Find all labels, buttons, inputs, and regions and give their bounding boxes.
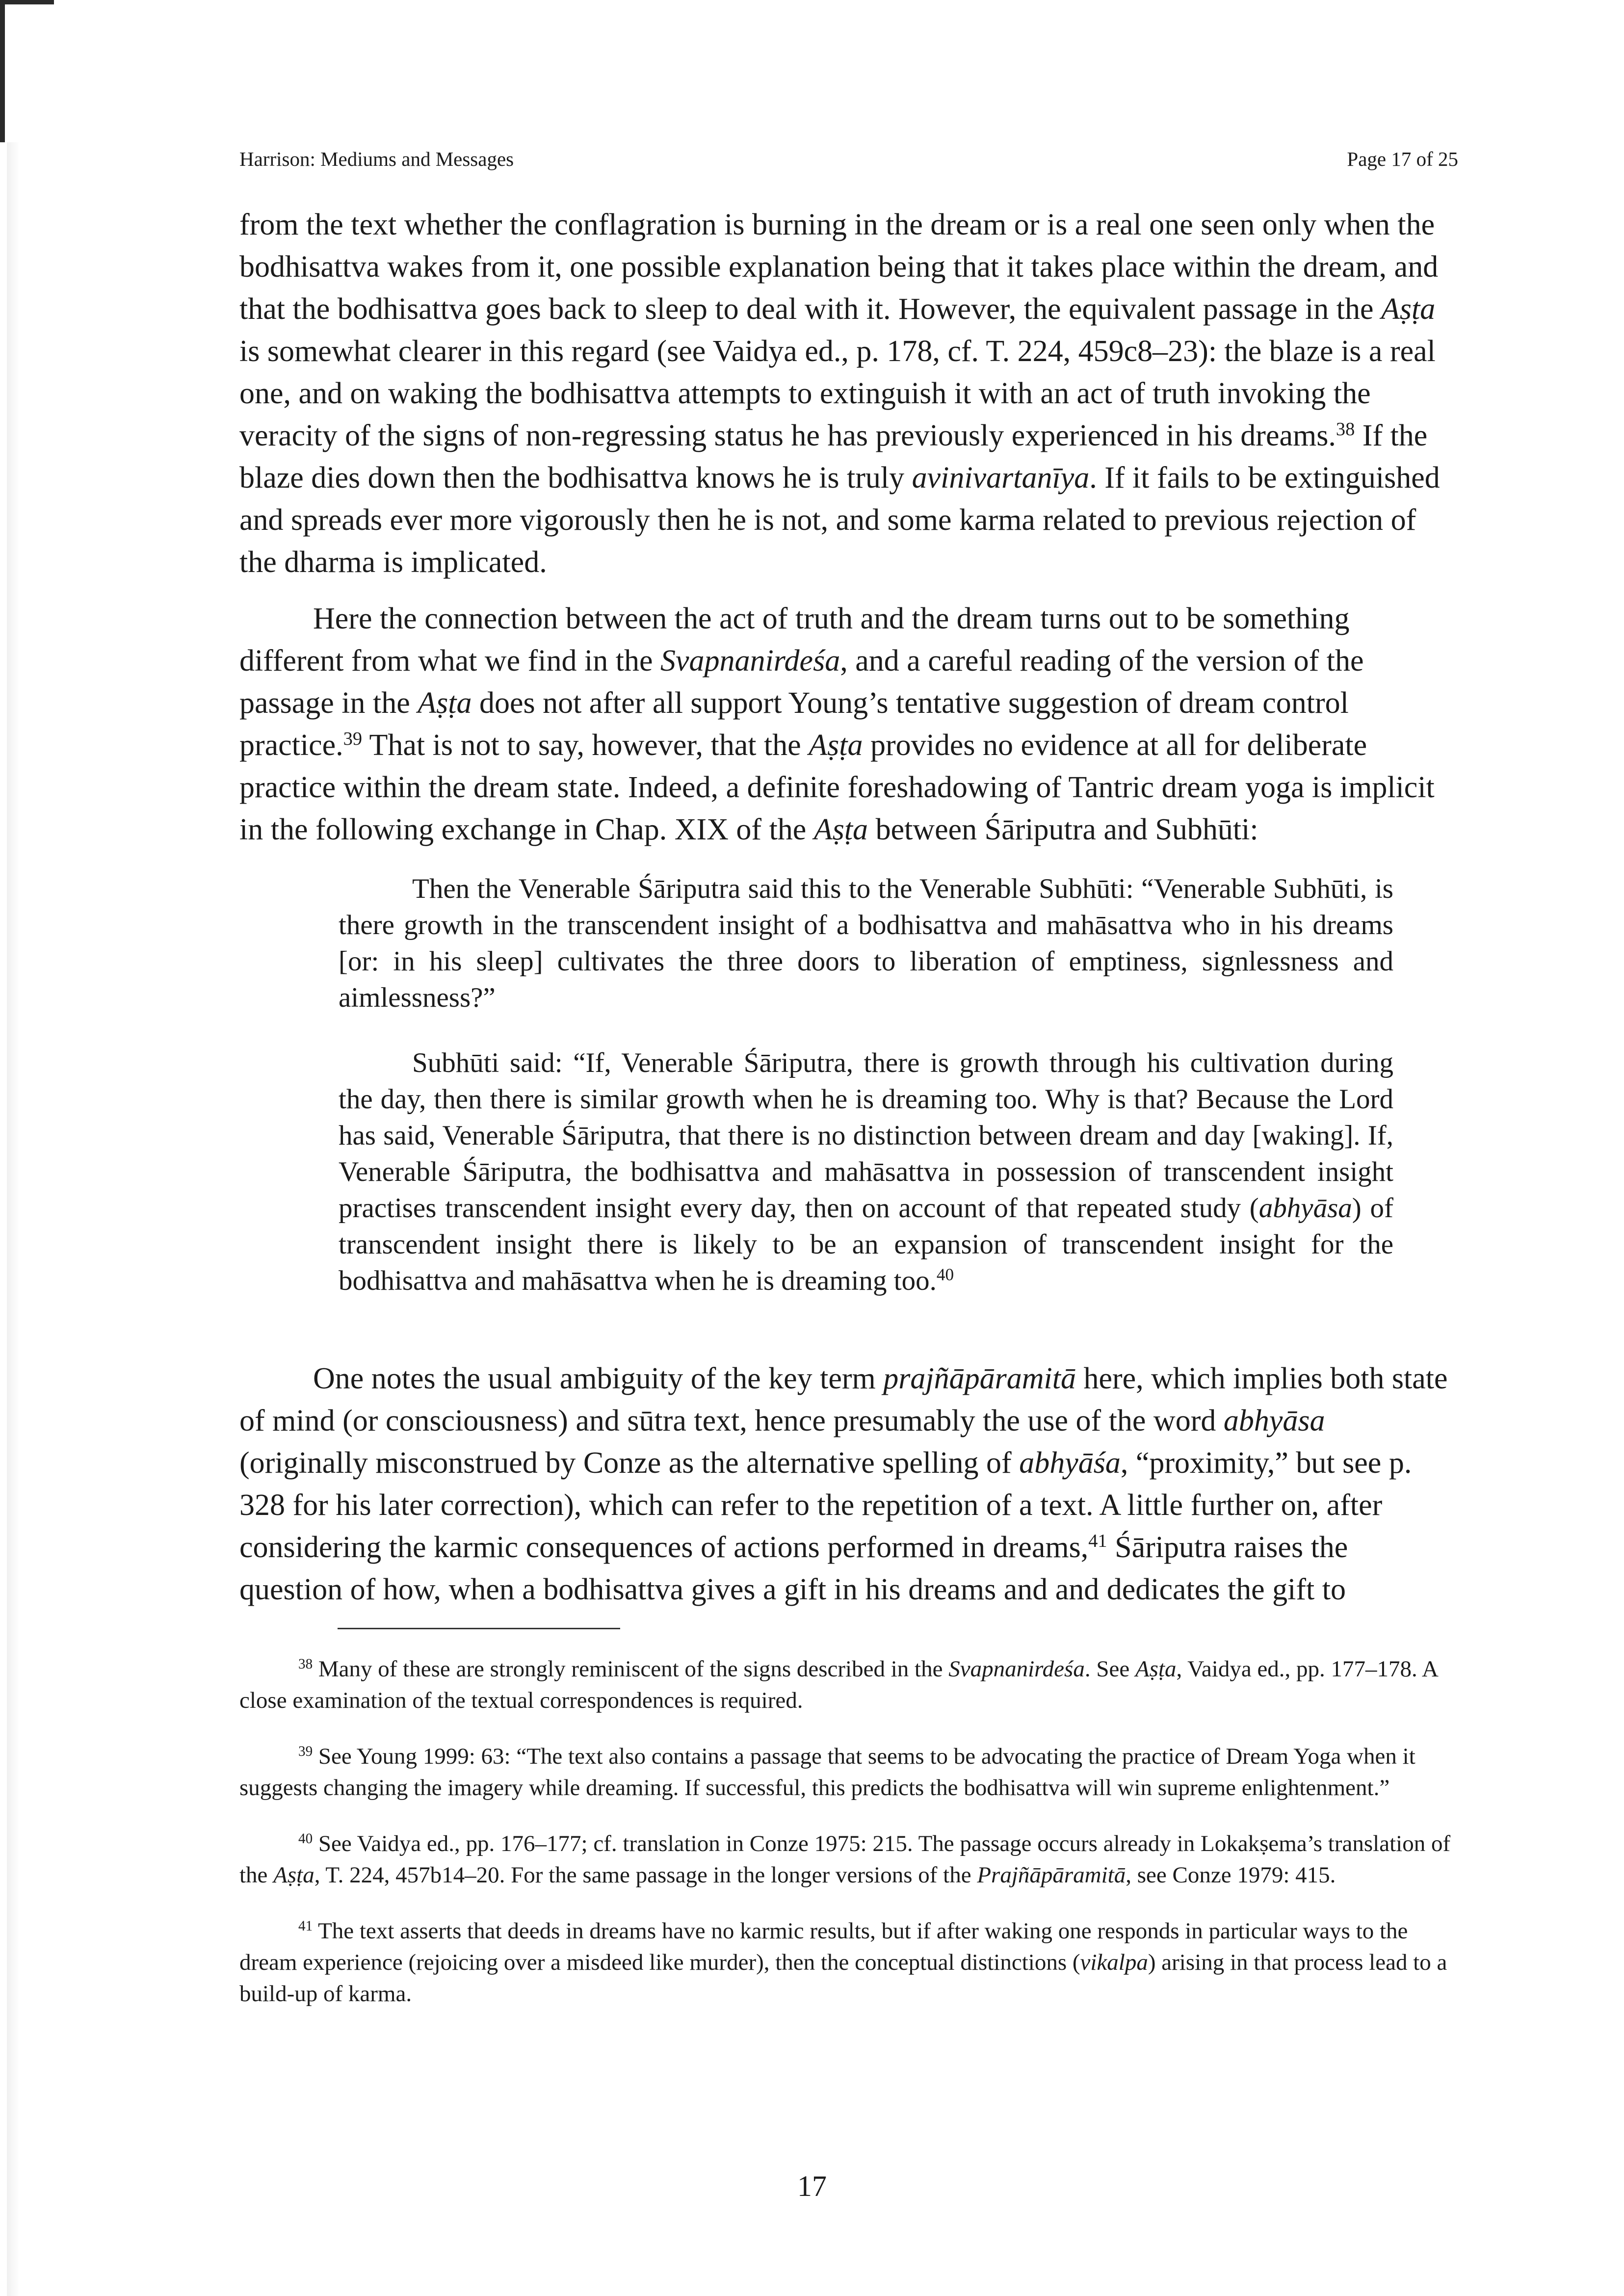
paragraph-2: Here the connection between the act of truth and the dream turns out to be something different from what we find in the Svapnanirdeśa, and a careful reading of the version of the passage in the Aṣṭa does not after all support Young’s tentative suggestion of dream control practice.$^{39}$ That is not to say, however, that the Aṣṭa provides no evidence at all for deliberate practice within the dream state. Indeed, a definite foreshadowing of Tantric dream yoga is implicit in the following exchange in Chap. XIX of the Aṣṭa between Śāriputra and Subhūti: xyxy=(239,602,1435,846)
asta-term: Aṣṭa xyxy=(1381,292,1436,326)
footnote-divider xyxy=(338,1628,620,1629)
page-number: 17 xyxy=(797,2170,827,2202)
prajnaparamita-term: prajñāpāramitā xyxy=(883,1362,1076,1395)
asta-term: Aṣṭa xyxy=(809,729,863,762)
running-header xyxy=(239,147,1458,171)
page-label: Page 17 of 25 xyxy=(1347,148,1458,170)
footnote-38: $^{38}$ Many of these are strongly reminiscent of the signs described in the Svapnanirdeśa. See Aṣṭa, Vaidya ed., pp. 177–178. A close examination of the textual correspondences is required. xyxy=(239,1656,1438,1713)
footnote-ref-40[interactable]: 40 xyxy=(936,1265,954,1284)
scan-corner-mark xyxy=(0,0,54,142)
footnote-ref-41[interactable]: 41 xyxy=(1088,1530,1107,1551)
footnote-ref-39[interactable]: 39 xyxy=(343,728,363,749)
asta-term: Aṣṭa xyxy=(418,686,472,720)
abhyasa-alt-term: abhyāśa xyxy=(1019,1446,1121,1480)
paragraph-1: from the text whether the conflagration is burning in the dream or is a real one seen only when the bodhisattva wakes from it, one possible explanation being that it takes place within the dream, and that the bodhisattva goes back to sleep to deal with it. However, the equivalent passage in the Aṣṭa is somewhat clearer in this regard (see Vaidya ed., p. 178, cf. T. 224, 459c8–23): the blaze is a real one, and on waking the bodhisattva attempts to extinguish it with an act of truth invoking the veracity of the signs of non-regressing status he has previously experienced in his dreams.$^{38}$ If the blaze dies down then the bodhisattva knows he is truly avinivartanīya. If it fails to be extinguished and spreads ever more vigorously then he is not, and some karma related to previous rejection of the dharma is implicated. xyxy=(239,208,1440,579)
running-title: Harrison: Mediums and Messages xyxy=(239,148,514,170)
footnote-39: $^{39}$ See Young 1999: 63: “The text also contains a passage that seems to be advocating the practice of Dream Yoga when it suggests changing the imagery while dreaming. If successful, this predicts the bodhisattva will win supreme enlightenment.” xyxy=(239,1743,1415,1800)
asta-term: Aṣṭa xyxy=(813,813,868,846)
footnote-41: $^{41}$ The text asserts that deeds in dreams have no karmic results, but if after waking one responds in particular ways to the dream experience (rejoicing over a misdeed like murder), then the conceptual distinctions (vikalpa) arising in that process lead to a build-up of karma. xyxy=(239,1918,1447,2007)
abhyasa-term: abhyāsa xyxy=(1223,1404,1325,1437)
scan-edge-shadow xyxy=(7,142,20,2296)
avinivartaniya-term: avinivartanīya xyxy=(912,461,1090,495)
block-quote-1: Then the Venerable Śāriputra said this to the Venerable Subhūti: “Venerable Subhūti, is there growth in the transcendent insight of a bodhisattva and mahāsattva who in his dreams [or: in his sleep] cultivates the three doors to liberation of emptiness, signlessness and aimlessness?” xyxy=(339,873,1393,1013)
paragraph-3: One notes the usual ambiguity of the key term prajñāpāramitā here, which implies both state of mind (or consciousness) and sūtra text, hence presumably the use of the word abhyāsa (originally misconstrued by Conze as the alternative spelling of abhyāśa, “proximity,” but see p. 328 for his later correction), which can refer to the repetition of a text. A little further on, after considering the karmic consequences of actions performed in dreams,$^{41}$ Śāriputra raises the question of how, when a bodhisattva gives a gift in his dreams and and dedicates the gift to xyxy=(239,1362,1448,1606)
block-quote-2: Subhūti said: “If, Venerable Śāriputra, there is growth through his cultivation during the day, then there is similar growth when he is dreaming too. Why is that? Because the Lord has said, Venerable Śāriputra, that there is no distinction between dream and day [waking]. If, Venerable Śāriputra, the bodhisattva and mahāsattva in possession of transcendent insight practises transcendent insight every day, then on account of that repeated study (abhyāsa) of transcendent insight there is likely to be an expansion of transcendent insight for the bodhisattva and mahāsattva when he is dreaming too.$^{40}$ xyxy=(339,1047,1393,1296)
footnotes xyxy=(239,1653,1458,2034)
abhyasa-term: abhyāsa xyxy=(1258,1193,1352,1224)
svapnanirdesa-term: Svapnanirdeśa xyxy=(660,644,840,678)
footnote-ref-38[interactable]: 38 xyxy=(1336,418,1355,440)
footnote-40: $^{40}$ See Vaidya ed., pp. 176–177; cf. translation in Conze 1975: 215. The passage occurs already in Lokakṣema’s translation of the Aṣṭa, T. 224, 457b14–20. For the same passage in the longer versions of the Prajñāpāramitā, see Conze 1979: 415. xyxy=(239,1830,1451,1888)
